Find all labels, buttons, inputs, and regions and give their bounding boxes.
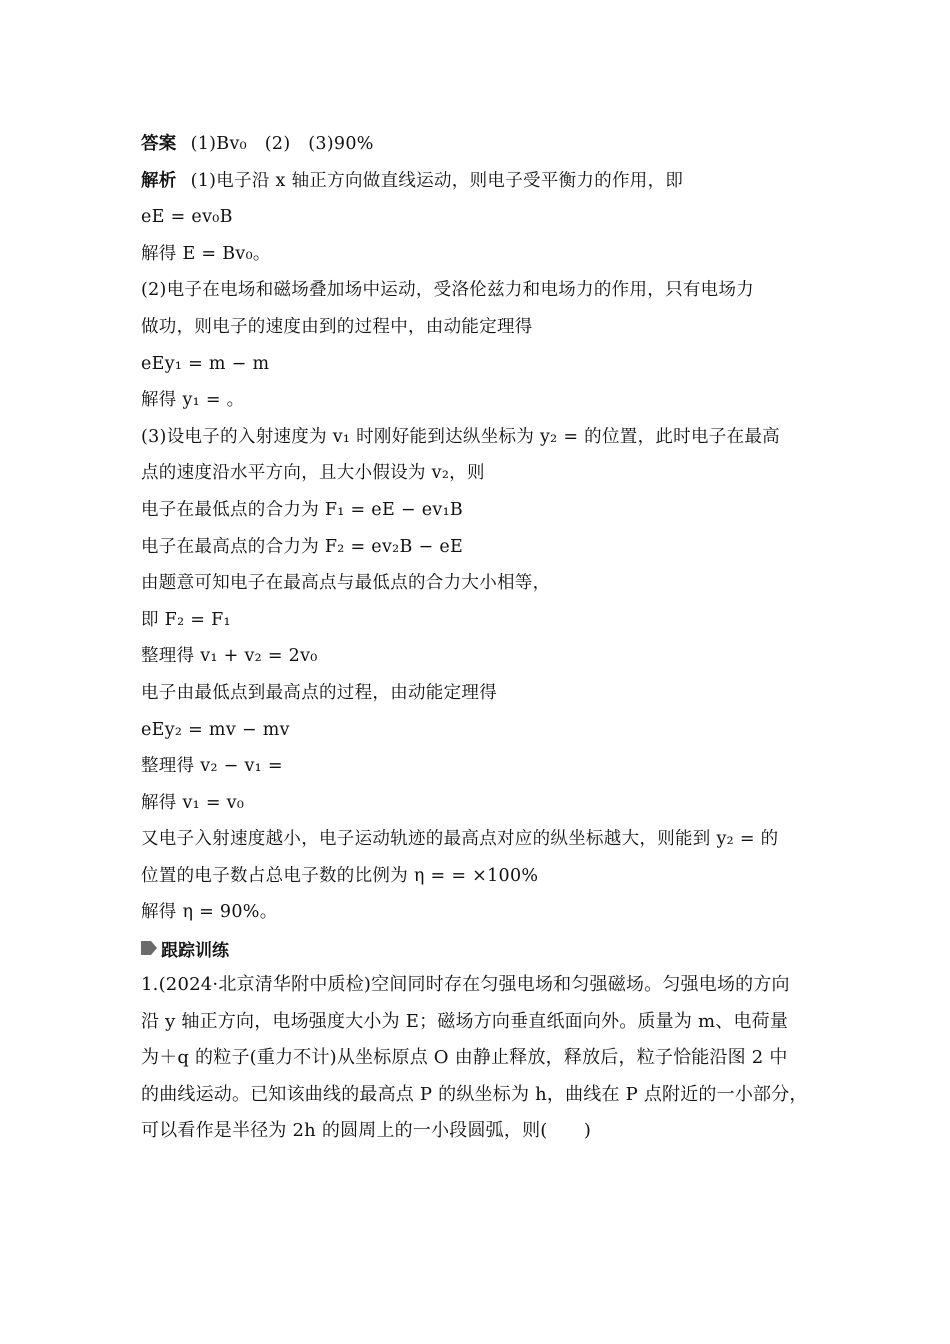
question-line: 的曲线运动。已知该曲线的最高点 P 的纵坐标为 h，曲线在 P 点附近的一小部分， (141, 1083, 808, 1105)
document-page (141, 126, 821, 1150)
answer-label: 答案 (141, 134, 177, 154)
analysis-line: 整理得 v₂ − v₁ = (141, 756, 283, 777)
analysis-text: (1)电子沿 x 轴正方向做直线运动，则电子受平衡力的作用，即 (190, 170, 684, 191)
analysis-line: 解得 y₁ = 。 (141, 390, 245, 411)
analysis-line: eEy₂ = mv − mv (141, 719, 290, 740)
analysis-line: 点的速度沿水平方向，且大小假设为 v₂，则 (141, 463, 485, 484)
analysis-line: 做功，则电子的速度由到的过程中，由动能定理得 (141, 316, 533, 337)
analysis-line: 解得 E = Bv₀。 (141, 243, 271, 264)
analysis-line: 又电子入射速度越小，电子运动轨迹的最高点对应的纵坐标越大，则能到 y₂ = 的 (141, 829, 779, 850)
analysis-label: 解析 (141, 170, 177, 191)
analysis-line: 由题意可知电子在最高点与最低点的合力大小相等， (141, 573, 551, 594)
analysis-line: 电子由最低点到最高点的过程，由动能定理得 (141, 682, 497, 703)
analysis-line: eE = ev₀B (141, 207, 233, 228)
analysis-line: 电子在最高点的合力为 F₂ = ev₂B − eE (141, 536, 464, 557)
section-marker-icon (141, 940, 157, 956)
answer-text: (1)Bv₀ (2) (3)90% (190, 134, 374, 154)
analysis-line: (3)设电子的入射速度为 v₁ 时刚好能到达纵坐标为 y₂ = 的位置，此时电子在最高 (141, 426, 780, 447)
analysis-line: 整理得 v₁ + v₂ = 2v₀ (141, 646, 318, 667)
analysis-line: 解得 η = 90%。 (141, 902, 278, 923)
question-line: 沿 y 轴正方向，电场强度大小为 E；磁场方向垂直纸面向外。质量为 m、电荷量 (141, 1010, 789, 1032)
question-line: 为＋q 的粒子(重力不计)从坐标原点 O 由静止释放，释放后，粒子恰能沿图 2 中 (141, 1047, 788, 1069)
section-header (141, 933, 821, 963)
section-title: 跟踪训练 (161, 940, 229, 961)
answer-line (141, 126, 821, 163)
analysis-line: 位置的电子数占总电子数的比例为 η = = ×100% (141, 865, 539, 886)
analysis-line (141, 163, 821, 200)
analysis-line: 即 F₂ = F₁ (141, 609, 231, 630)
analysis-line: (2)电子在电场和磁场叠加场中运动，受洛伦兹力和电场力的作用，只有电场力 (141, 280, 755, 301)
analysis-line: 解得 v₁ = v₀ (141, 792, 245, 813)
analysis-line: eEy₁ = m − m (141, 353, 270, 374)
question-line: 可以看作是半径为 2h 的圆周上的一小段圆弧，则( ) (141, 1120, 592, 1142)
question-line: 1.(2024·北京清华附中质检)空间同时存在匀强电场和匀强磁场。匀强电场的方向 (141, 974, 790, 996)
analysis-line: 电子在最低点的合力为 F₁ = eE − ev₁B (141, 499, 464, 520)
